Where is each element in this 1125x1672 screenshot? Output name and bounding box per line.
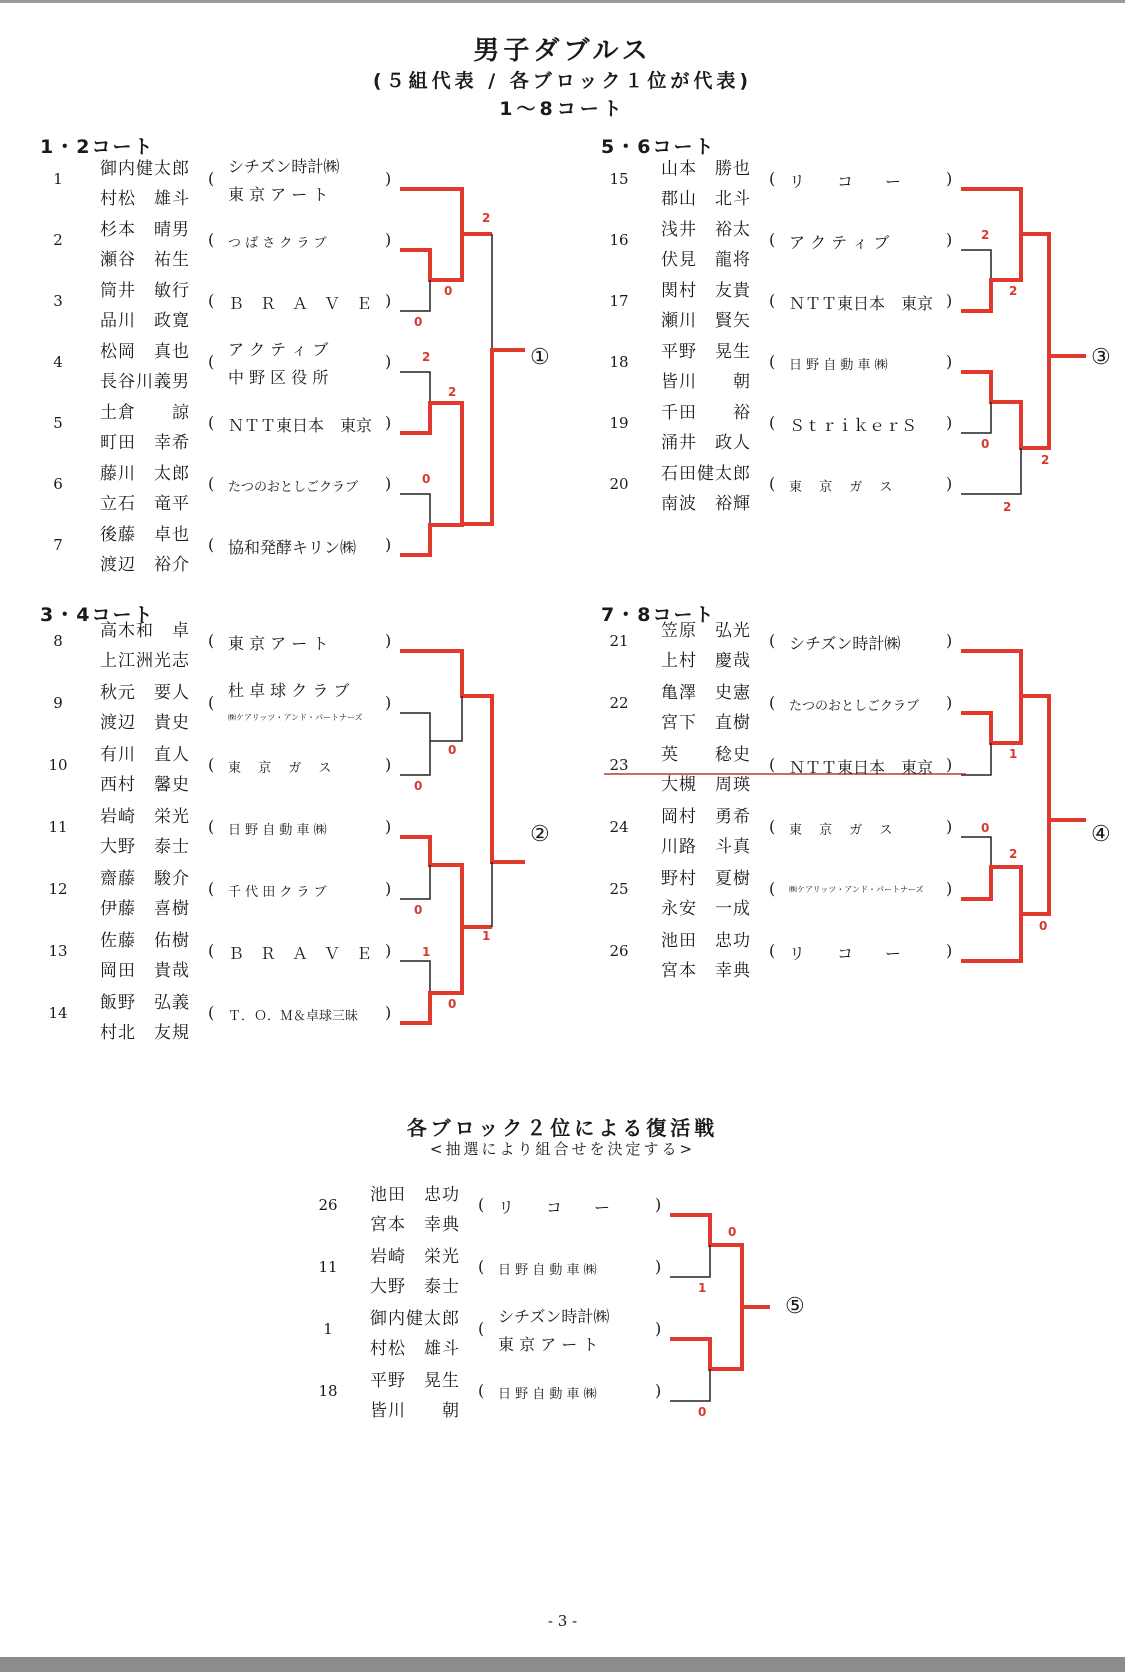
match-score: 2	[1009, 284, 1018, 298]
paren-close: )	[946, 755, 953, 774]
team-name: たつのおとしごクラブ	[228, 480, 359, 495]
player-name: 立石 竜平	[100, 494, 190, 514]
match-score: 0	[414, 903, 423, 917]
team-name: ア ク テ ィ ブ	[228, 340, 329, 359]
page-subtitle: (５組代表 / 各ブロック１位が代表)	[372, 70, 753, 92]
match-score: 0	[448, 743, 457, 757]
court-label: 1・2コート	[40, 136, 155, 158]
block-winner-mark: ①	[530, 345, 550, 370]
paren-close: )	[385, 535, 392, 554]
player-name: 瀬谷 祐生	[100, 250, 190, 270]
paren-open: (	[208, 413, 215, 432]
paren-close: )	[385, 474, 392, 493]
team-name: ㈱ケアリッツ・アンド・パートナーズ	[228, 713, 363, 722]
player-name: 西村 馨史	[100, 775, 190, 795]
player-name: 岩崎 栄光	[100, 807, 190, 827]
repechage-title: 各ブロック２位による復活戦	[406, 1116, 719, 1140]
entry-number: 9	[53, 694, 63, 712]
match-score: 0	[448, 997, 457, 1011]
winner-line	[961, 356, 1049, 448]
team-name: たつのおとしごクラブ	[789, 699, 920, 714]
entry-number: 11	[318, 1258, 338, 1276]
paren-open: (	[208, 291, 215, 310]
bracket-line	[670, 1245, 710, 1277]
team-name: シチズン時計㈱	[228, 157, 340, 176]
team-name: Ｂ Ｒ Ａ Ｖ Ｅ	[228, 294, 373, 313]
winner-line	[400, 189, 492, 234]
player-name: 飯野 弘義	[100, 993, 190, 1013]
paren-open: (	[208, 693, 215, 712]
paren-open: (	[208, 817, 215, 836]
team-name: ア ク テ ィ ブ	[789, 233, 890, 252]
entry-number: 13	[48, 942, 68, 960]
paren-open: (	[208, 1003, 215, 1022]
paren-open: (	[208, 941, 215, 960]
repechage-winner-mark: ⑤	[785, 1294, 805, 1319]
player-name: 上村 慶哉	[661, 651, 751, 671]
player-name: 宮下 直樹	[661, 713, 751, 733]
paren-close: )	[946, 631, 953, 650]
paren-close: )	[946, 291, 953, 310]
player-name: 笠原 弘光	[661, 621, 751, 641]
match-score: 1	[422, 945, 431, 959]
winner-line	[961, 867, 1021, 914]
match-score: 2	[1003, 500, 1012, 514]
player-name: 高木和 卓	[100, 621, 190, 641]
player-name: 南波 裕輝	[661, 494, 751, 514]
entry-number: 2	[53, 231, 63, 249]
team-name: 日 野 自 動 車 ㈱	[789, 358, 888, 373]
bracket-line	[670, 1369, 710, 1401]
player-name: 大槻 周瑛	[661, 775, 751, 795]
player-name: 池田 忠功	[661, 931, 751, 951]
team-name: シチズン時計㈱	[789, 634, 901, 653]
winner-line	[961, 696, 1021, 743]
player-name: 野村 夏樹	[661, 869, 751, 889]
player-name: 宮本 幸典	[661, 961, 751, 981]
entry-number: 25	[609, 880, 629, 898]
paren-open: (	[769, 755, 776, 774]
bracket-line	[492, 234, 522, 350]
entry-number: 26	[609, 942, 629, 960]
match-score: 2	[981, 228, 990, 242]
player-name: 関村 友貴	[661, 281, 751, 301]
entry-number: 3	[53, 292, 63, 310]
bracket-line	[400, 741, 430, 775]
team-name: ＮＴＴ東日本 東京	[789, 294, 934, 313]
bracket-line	[400, 696, 462, 741]
player-name: 御内健太郎	[370, 1309, 460, 1329]
match-score: 2	[482, 211, 491, 225]
team-name: 協和発酵キリン㈱	[228, 538, 357, 557]
team-name: 日 野 自 動 車 ㈱	[498, 1387, 597, 1402]
paren-close: )	[385, 817, 392, 836]
team-name: シチズン時計㈱	[498, 1307, 610, 1326]
match-score: 0	[422, 472, 431, 486]
match-score: 1	[482, 929, 491, 943]
paren-open: (	[769, 631, 776, 650]
entry-number: 1	[53, 170, 63, 188]
player-name: 川路 斗真	[661, 837, 751, 857]
paren-close: )	[385, 879, 392, 898]
entry-number: 17	[609, 292, 629, 310]
player-name: 岡田 貴哉	[100, 961, 190, 981]
paren-open: (	[769, 879, 776, 898]
paren-close: )	[946, 230, 953, 249]
team-name: Ｂ Ｒ Ａ Ｖ Ｅ	[228, 944, 373, 963]
paren-open: (	[208, 631, 215, 650]
match-score: 0	[444, 284, 453, 298]
block-winner-mark: ②	[530, 822, 550, 847]
match-score: 2	[448, 385, 457, 399]
paren-open: (	[769, 291, 776, 310]
court-label: 5・6コート	[601, 136, 716, 158]
paren-close: )	[385, 230, 392, 249]
paren-close: )	[385, 755, 392, 774]
paren-open: (	[478, 1381, 485, 1400]
winner-line	[400, 403, 462, 524]
player-name: 山本 勝也	[661, 159, 751, 179]
team-name: 東 京 ガ ス	[789, 480, 893, 495]
player-name: 村北 友規	[100, 1023, 190, 1043]
court-range: 1～8コート	[499, 98, 626, 120]
bracket-line	[400, 494, 430, 525]
bracket-line	[400, 372, 430, 403]
paren-open: (	[208, 352, 215, 371]
team-name: ＮＴＴ東日本 東京	[789, 758, 934, 777]
entry-number: 21	[609, 632, 629, 650]
bracket-line	[400, 865, 430, 899]
match-score: 0	[728, 1225, 737, 1239]
entry-number: 10	[48, 756, 68, 774]
player-name: 平野 晃生	[370, 1371, 460, 1391]
paren-open: (	[769, 817, 776, 836]
player-name: 伊藤 喜樹	[100, 899, 190, 919]
paren-close: )	[385, 941, 392, 960]
player-name: 渡辺 裕介	[100, 555, 190, 575]
team-name: ㈱ケアリッツ・アンド・パートナーズ	[789, 885, 924, 894]
winner-line	[961, 651, 1086, 820]
bracket-line	[961, 250, 991, 280]
entry-number: 1	[323, 1320, 333, 1338]
paren-close: )	[946, 817, 953, 836]
block-winner-mark: ④	[1091, 822, 1111, 847]
winner-line	[961, 189, 1086, 356]
match-score: 0	[1039, 919, 1048, 933]
player-name: 亀澤 史憲	[661, 683, 751, 703]
court-label: 3・4コート	[40, 604, 155, 626]
bracket-line	[961, 837, 991, 867]
player-name: 村松 雄斗	[100, 189, 190, 209]
entry-number: 6	[53, 475, 63, 493]
paren-close: )	[385, 352, 392, 371]
team-name: 中 野 区 役 所	[228, 368, 329, 387]
paren-close: )	[655, 1257, 662, 1276]
bracket-line	[961, 402, 991, 433]
player-name: 秋元 要人	[100, 683, 190, 703]
page-title: 男子ダブルス	[473, 36, 652, 66]
entry-number: 7	[53, 536, 63, 554]
match-score: 0	[414, 315, 423, 329]
player-name: 浅井 裕太	[661, 220, 751, 240]
player-name: 長谷川義男	[100, 372, 190, 392]
paren-open: (	[769, 474, 776, 493]
team-name: 日 野 自 動 車 ㈱	[228, 823, 327, 838]
paren-close: )	[385, 291, 392, 310]
winner-line	[670, 1307, 770, 1369]
player-name: 石田健太郎	[661, 464, 751, 484]
paren-open: (	[769, 230, 776, 249]
team-name: Ｔ．Ｏ．Ｍ＆卓球三昧	[228, 1009, 359, 1024]
paren-close: )	[946, 169, 953, 188]
paren-close: )	[385, 1003, 392, 1022]
paren-open: (	[769, 693, 776, 712]
paren-close: )	[385, 693, 392, 712]
entry-number: 11	[48, 818, 68, 836]
paren-close: )	[655, 1195, 662, 1214]
player-name: 郡山 北斗	[661, 189, 751, 209]
paren-close: )	[655, 1319, 662, 1338]
winner-line	[961, 820, 1049, 961]
repechage-subtitle: <抽選により組合せを決定する>	[429, 1140, 696, 1158]
paren-open: (	[208, 169, 215, 188]
entry-number: 19	[609, 414, 629, 432]
player-name: 岩崎 栄光	[370, 1247, 460, 1267]
entry-number: 8	[53, 632, 63, 650]
match-score: 0	[698, 1405, 707, 1419]
paren-close: )	[655, 1381, 662, 1400]
paren-close: )	[385, 169, 392, 188]
bracket-line	[400, 961, 430, 993]
match-score: 1	[1009, 747, 1018, 761]
entry-number: 14	[48, 1004, 68, 1022]
team-name: つ ば さ ク ラ ブ	[228, 236, 327, 251]
team-name: 千 代 田 ク ラ ブ	[228, 885, 327, 900]
entry-number: 4	[53, 353, 63, 371]
paren-open: (	[769, 169, 776, 188]
player-name: 松岡 真也	[100, 342, 190, 362]
team-name: リ コ ー	[789, 944, 902, 963]
paren-open: (	[769, 352, 776, 371]
player-name: 町田 幸希	[100, 433, 190, 453]
entry-number: 18	[609, 353, 629, 371]
match-score: 0	[981, 437, 990, 451]
player-name: 千田 裕	[661, 403, 751, 423]
player-name: 皆川 朝	[370, 1401, 460, 1421]
player-name: 伏見 龍将	[661, 250, 751, 270]
player-name: 品川 政寛	[100, 311, 190, 331]
paren-close: )	[385, 631, 392, 650]
team-name: 日 野 自 動 車 ㈱	[498, 1263, 597, 1278]
player-name: 大野 泰士	[370, 1277, 460, 1297]
entry-number: 20	[609, 475, 629, 493]
player-name: 瀬川 賢矢	[661, 311, 751, 331]
entry-number: 24	[609, 818, 629, 836]
entry-number: 18	[318, 1382, 338, 1400]
player-name: 涌井 政人	[661, 433, 751, 453]
player-name: 杉本 晴男	[100, 220, 190, 240]
match-score: 1	[698, 1281, 707, 1295]
paren-close: )	[946, 474, 953, 493]
bracket-line	[961, 448, 1021, 494]
winner-line	[400, 234, 462, 280]
player-name: 齋藤 駿介	[100, 869, 190, 889]
player-name: 土倉 諒	[100, 403, 190, 423]
court-label: 7・8コート	[601, 604, 716, 626]
team-name: 東 京 ア ー ト	[498, 1335, 599, 1354]
paren-open: (	[208, 230, 215, 249]
team-name: 東 京 ア ー ト	[228, 185, 329, 204]
paren-open: (	[208, 474, 215, 493]
match-score: 2	[1041, 453, 1050, 467]
paren-close: )	[946, 879, 953, 898]
player-name: 岡村 勇希	[661, 807, 751, 827]
block-winner-mark: ③	[1091, 345, 1111, 370]
team-name: 東 京 ガ ス	[228, 761, 332, 776]
player-name: 永安 一成	[661, 899, 751, 919]
player-name: 英 稔史	[661, 745, 751, 765]
paren-open: (	[478, 1319, 485, 1338]
team-name: 杜 卓 球 ク ラ ブ	[228, 681, 350, 700]
player-name: 皆川 朝	[661, 372, 751, 392]
match-score: 2	[1009, 847, 1018, 861]
entry-number: 12	[48, 880, 68, 898]
team-name: ＳｔｒｉｋｅｒＳ	[789, 416, 918, 435]
player-name: 筒井 敏行	[100, 281, 190, 301]
match-score: 0	[981, 821, 990, 835]
paren-open: (	[478, 1195, 485, 1214]
team-name: リ コ ー	[498, 1198, 611, 1217]
player-name: 大野 泰士	[100, 837, 190, 857]
entry-number: 15	[609, 170, 629, 188]
paren-close: )	[946, 693, 953, 712]
entry-number: 22	[609, 694, 629, 712]
team-name: リ コ ー	[789, 172, 902, 191]
entry-number: 5	[53, 414, 63, 432]
page-number: - 3 -	[547, 1612, 578, 1630]
paren-close: )	[946, 352, 953, 371]
entry-number: 26	[318, 1196, 338, 1214]
paren-close: )	[946, 941, 953, 960]
player-name: 村松 雄斗	[370, 1339, 460, 1359]
player-name: 藤川 太郎	[100, 464, 190, 484]
team-name: 東 京 ア ー ト	[228, 634, 329, 653]
team-name: 東 京 ガ ス	[789, 823, 893, 838]
team-name: ＮＴＴ東日本 東京	[228, 416, 373, 435]
player-name: 渡辺 貴史	[100, 713, 190, 733]
winner-line	[400, 651, 525, 862]
paren-open: (	[769, 941, 776, 960]
player-name: 後藤 卓也	[100, 525, 190, 545]
player-name: 御内健太郎	[100, 159, 190, 179]
player-name: 佐藤 佑樹	[100, 931, 190, 951]
player-name: 平野 晃生	[661, 342, 751, 362]
paren-open: (	[478, 1257, 485, 1276]
bracket-line	[961, 743, 991, 775]
player-name: 有川 直人	[100, 745, 190, 765]
player-name: 宮本 幸典	[370, 1215, 460, 1235]
entry-number: 23	[609, 756, 629, 774]
paren-open: (	[769, 413, 776, 432]
paren-close: )	[946, 413, 953, 432]
bracket-line	[400, 280, 430, 311]
player-name: 池田 忠功	[370, 1185, 460, 1205]
match-score: 2	[422, 350, 431, 364]
paren-open: (	[208, 879, 215, 898]
match-score: 0	[414, 779, 423, 793]
paren-open: (	[208, 535, 215, 554]
paren-close: )	[385, 413, 392, 432]
player-name: 上江洲光志	[100, 651, 190, 671]
paren-open: (	[208, 755, 215, 774]
entry-number: 16	[609, 231, 629, 249]
